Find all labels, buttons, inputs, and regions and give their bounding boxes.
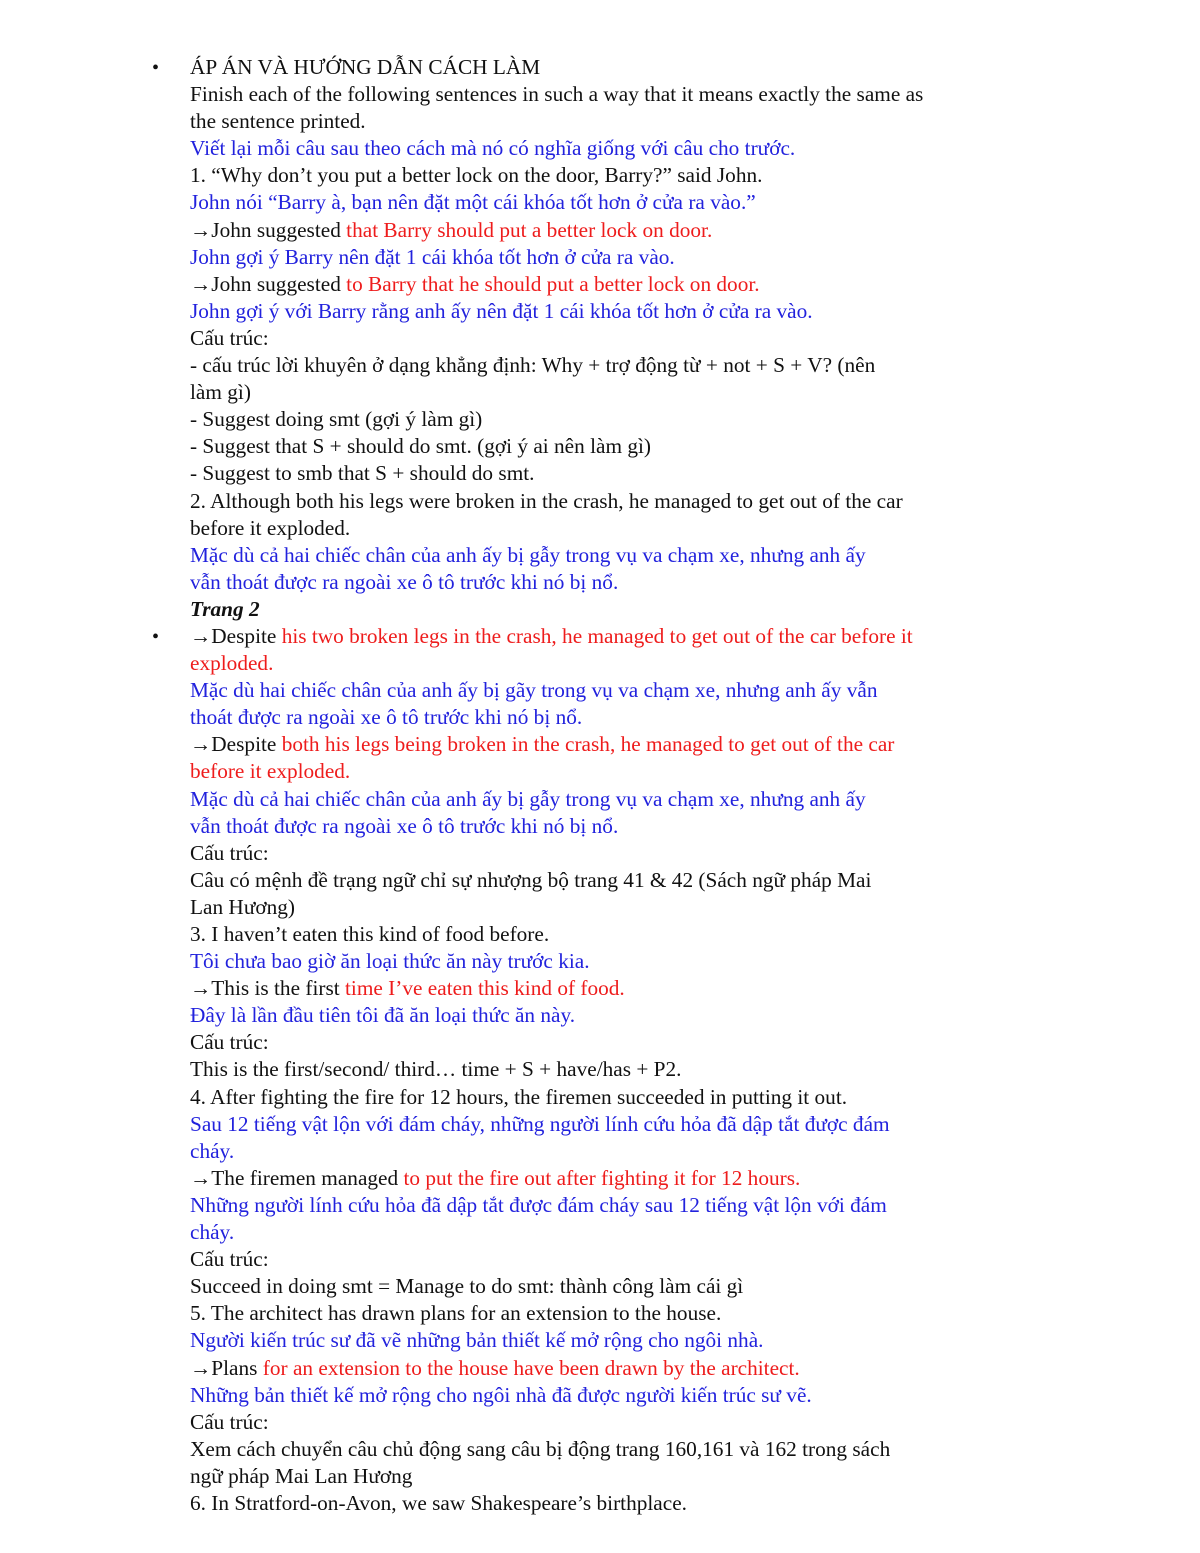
text-line	[190, 623, 1030, 650]
translation-text: vẫn thoát được ra ngoài xe ô tô trước khi nó bị nổ.	[190, 813, 619, 838]
translation-text: Đây là lần đầu tiên tôi đã ăn loại thức ăn này.	[190, 1003, 576, 1028]
text-line	[190, 1327, 1030, 1354]
body-text: 6. In Stratford-on-Avon, we saw Shakespeare’s birthplace.	[190, 1490, 687, 1515]
text-line	[190, 515, 1030, 542]
answer-text: to Barry that he should put a better lock on door.	[346, 271, 760, 296]
text-line	[190, 731, 1030, 758]
translation-text: Mặc dù cả hai chiếc chân của anh ấy bị gẫy trong vụ va chạm xe, nhưng anh ấy	[190, 542, 866, 567]
body-text: Finish each of the following sentences in such a way that it means exactly the same as	[190, 82, 924, 107]
text-line	[190, 1219, 1030, 1246]
body-text: 4. After fighting the fire for 12 hours, the firemen succeeded in putting it out.	[190, 1084, 848, 1109]
text-line	[190, 1111, 1030, 1138]
text-line	[190, 1165, 1030, 1192]
body-text: 2. Although both his legs were broken in the crash, he managed to get out of the car	[190, 488, 903, 513]
body-text: - Suggest to smb that S + should do smt.	[190, 461, 535, 486]
text-line	[190, 1490, 1030, 1517]
text-line	[190, 81, 1030, 108]
text-line	[190, 1246, 1030, 1273]
text-line	[190, 1056, 1030, 1083]
text-line	[190, 1138, 1030, 1165]
translation-text: vẫn thoát được ra ngoài xe ô tô trước khi nó bị nổ.	[190, 569, 619, 594]
body-text: 1. “Why don’t you put a better lock on the door, Barry?” said John.	[190, 163, 763, 188]
body-text: Cấu trúc:	[190, 1409, 269, 1434]
text-line	[190, 244, 1030, 271]
body-text: Xem cách chuyển câu chủ động sang câu bị động trang 160,161 và 162 trong sách	[190, 1436, 891, 1461]
body-text: Cấu trúc:	[190, 325, 269, 350]
body-text: Succeed in doing smt = Manage to do smt: thành công làm cái gì	[190, 1274, 744, 1299]
translation-text: Tôi chưa bao giờ ăn loại thức ăn này trước kia.	[190, 949, 590, 974]
text-line	[190, 650, 1030, 677]
text-line	[190, 840, 1030, 867]
text-line	[190, 325, 1030, 352]
body-text: Cấu trúc:	[190, 1247, 269, 1272]
translation-text: Những bản thiết kế mở rộng cho ngôi nhà đã được người kiến trúc sư vẽ.	[190, 1382, 812, 1407]
translation-text: John gợi ý Barry nên đặt 1 cái khóa tốt hơn ở cửa ra vào.	[190, 244, 675, 269]
body-text: ngữ pháp Mai Lan Hương	[190, 1463, 413, 1488]
text-line	[190, 867, 1030, 894]
translation-text: cháy.	[190, 1220, 235, 1245]
body-text: This is the first/second/ third… time + S + have/has + P2.	[190, 1057, 682, 1082]
body-text: →John suggested	[190, 271, 347, 296]
text-line	[190, 1192, 1030, 1219]
body-text: ÁP ÁN VÀ HƯỚNG DẪN CÁCH LÀM	[190, 55, 541, 79]
translation-text: Mặc dù cả hai chiếc chân của anh ấy bị gẫy trong vụ va chạm xe, nhưng anh ấy	[190, 786, 866, 811]
body-text: 5. The architect has drawn plans for an extension to the house.	[190, 1301, 722, 1326]
text-line	[190, 569, 1030, 596]
body-text: 3. I haven’t eaten this kind of food before.	[190, 922, 550, 946]
text-line	[190, 488, 1030, 515]
text-line	[190, 948, 1030, 975]
body-text: Lan Hương)	[190, 894, 296, 919]
answer-text: to put the fire out after fighting it for 12 hours.	[403, 1165, 801, 1190]
text-line	[190, 1355, 1030, 1382]
text-line	[190, 1409, 1030, 1436]
body-text: before it exploded.	[190, 515, 351, 540]
translation-text: Mặc dù hai chiếc chân của anh ấy bị gãy trong vụ va chạm xe, nhưng anh ấy vẫn	[190, 678, 878, 703]
answer-text: before it exploded.	[190, 759, 351, 784]
translation-text: Viết lại mỗi câu sau theo cách mà nó có nghĩa giống với câu cho trước.	[190, 136, 796, 161]
text-line	[190, 1382, 1030, 1409]
text-line	[190, 542, 1030, 569]
text-line	[190, 921, 1030, 948]
body-text: - Suggest doing smt (gợi ý làm gì)	[190, 407, 483, 432]
text-line	[190, 1463, 1030, 1490]
list-bullet: •	[152, 626, 160, 649]
text-line	[190, 1002, 1030, 1029]
translation-text: John nói “Barry à, bạn nên đặt một cái khóa tốt hơn ở cửa ra vào.”	[190, 190, 756, 215]
page-heading: Trang 2	[190, 596, 260, 621]
text-line	[190, 1029, 1030, 1056]
answer-text: both his legs being broken in the crash, he managed to get out of the car	[281, 732, 895, 757]
text-line	[190, 135, 1030, 162]
answer-text: time I’ve eaten this kind of food.	[345, 976, 625, 1001]
body-text: Cấu trúc:	[190, 1030, 269, 1055]
text-line	[190, 460, 1030, 487]
text-line	[190, 1084, 1030, 1111]
text-line	[190, 1273, 1030, 1300]
body-text: →Despite	[190, 732, 282, 757]
text-line	[190, 379, 1030, 406]
text-line	[190, 162, 1030, 189]
text-line	[190, 433, 1030, 460]
text-line	[190, 406, 1030, 433]
body-text: - Suggest that S + should do smt. (gợi ý ai nên làm gì)	[190, 434, 652, 459]
answer-text: exploded.	[190, 651, 274, 676]
body-text: →John suggested	[190, 217, 347, 242]
text-line	[190, 1300, 1030, 1327]
body-text: Câu có mệnh đề trạng ngữ chỉ sự nhượng bộ trang 41 & 42 (Sách ngữ pháp Mai	[190, 867, 872, 892]
body-text: - cấu trúc lời khuyên ở dạng khẳng định: Why + trợ động từ + not + S + V? (nên	[190, 353, 876, 378]
text-line	[190, 975, 1030, 1002]
text-line	[190, 813, 1030, 840]
text-line	[190, 1436, 1030, 1463]
text-line	[190, 189, 1030, 216]
text-line	[190, 298, 1030, 325]
text-line	[190, 271, 1030, 298]
list-bullet: •	[152, 57, 160, 79]
text-line	[190, 54, 1030, 81]
translation-text: John gợi ý với Barry rằng anh ấy nên đặt 1 cái khóa tốt hơn ở cửa ra vào.	[190, 298, 813, 323]
text-line	[190, 352, 1030, 379]
body-text: →The firemen managed	[190, 1165, 404, 1190]
text-line	[190, 217, 1030, 244]
body-text: làm gì)	[190, 380, 251, 405]
translation-text: cháy.	[190, 1138, 235, 1163]
translation-text: Những người lính cứu hỏa đã dập tắt được đám cháy sau 12 tiếng vật lộn với đám	[190, 1192, 887, 1217]
text-line	[190, 758, 1030, 785]
body-text: Cấu trúc:	[190, 840, 269, 865]
document-body	[190, 54, 1030, 1517]
translation-text: thoát được ra ngoài xe ô tô trước khi nó bị nổ.	[190, 705, 583, 730]
body-text: the sentence printed.	[190, 109, 366, 134]
text-line	[190, 108, 1030, 135]
translation-text: Sau 12 tiếng vật lộn với đám cháy, những người lính cứu hỏa đã dập tắt được đám	[190, 1111, 890, 1136]
text-line	[190, 677, 1030, 704]
text-line	[190, 704, 1030, 731]
translation-text: Người kiến trúc sư đã vẽ những bản thiết kế mở rộng cho ngôi nhà.	[190, 1328, 764, 1353]
text-line	[190, 894, 1030, 921]
answer-text: his two broken legs in the crash, he managed to get out of the car before it	[281, 623, 913, 648]
body-text: →Despite	[190, 623, 282, 648]
body-text: →Plans	[190, 1355, 263, 1380]
body-text: →This is the first	[190, 976, 345, 1001]
text-line	[190, 596, 1030, 623]
answer-text: that Barry should put a better lock on door.	[346, 217, 713, 242]
text-line	[190, 786, 1030, 813]
answer-text: for an extension to the house have been drawn by the architect.	[262, 1355, 800, 1380]
